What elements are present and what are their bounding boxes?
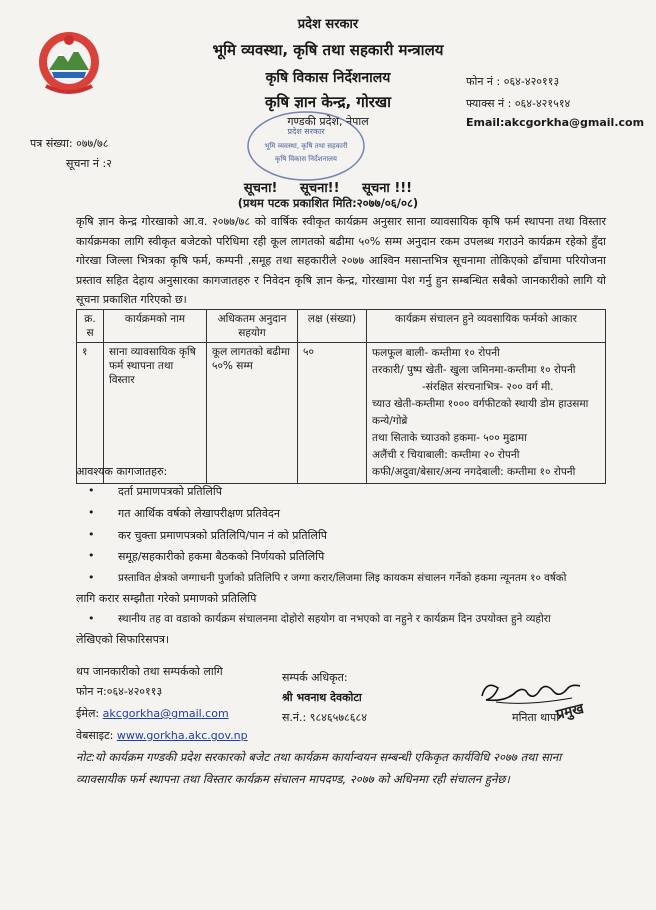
bullet-icon: • xyxy=(88,484,95,497)
fax-number: फ्याक्स नं : ०६४-४२१५१४ xyxy=(466,97,571,110)
email-link[interactable]: akcgorkha@gmail.com xyxy=(102,707,229,720)
doc-item-continued: लेखिएको सिफारिसपत्र। xyxy=(76,633,170,646)
table-row xyxy=(77,343,606,484)
col-program-name: कार्यक्रमको नाम xyxy=(104,310,207,343)
cell-serial: १ xyxy=(77,343,104,484)
email-header: Email:akcgorkha@gmail.com xyxy=(466,116,645,129)
size-item: अलैंची र चियाबाली: कम्तीमा २० रोपनी xyxy=(372,449,520,461)
header-directorate: कृषि विकास निर्देशनालय xyxy=(265,70,391,86)
program-table xyxy=(76,309,606,484)
office-stamp xyxy=(244,108,374,188)
header-state-govt: प्रदेश सरकार xyxy=(297,17,359,32)
size-item: -संरक्षित संरचनाभित्र- २०० वर्ग मी. xyxy=(422,381,554,393)
website-link[interactable]: www.gorkha.akc.gov.np xyxy=(116,729,248,742)
svg-text:प्रदेश सरकार: प्रदेश सरकार xyxy=(287,127,325,136)
government-emblem-logo xyxy=(36,26,102,98)
header-province: गण्डकी प्रदेश, नेपाल xyxy=(287,115,369,128)
col-target: लक्ष (संख्या) xyxy=(298,310,367,343)
doc-item: कर चुक्ता प्रमाणपत्रको प्रतिलिपि/पान नं को प्रतिलिपि xyxy=(118,529,328,542)
col-farm-size: कार्यक्रम संचालन हुने व्यवसायिक फर्मको आकार xyxy=(367,310,606,343)
col-max-grant: अधिकतम अनुदान सहयोग xyxy=(207,310,298,343)
size-item: च्याउ खेती-कम्तीमा १००० वर्गफीटको स्थायी डोम हाउसमा कन्ये/गोब्रे xyxy=(372,398,589,427)
svg-text:भूमि व्यवस्था, कृषि तथा सहकारी: भूमि व्यवस्था, कृषि तथा सहकारी xyxy=(264,142,348,150)
phone-number: फोन नं : ०६४-४२०११३ xyxy=(466,75,560,88)
size-item: तरकारी/ पुष्प खेती- खुला जमिनमा-कम्तीमा १० रोपनी xyxy=(372,364,576,376)
header-ministry: भूमि व्यवस्था, कृषि तथा सहकारी मन्त्रालय xyxy=(212,41,444,59)
svg-text:कृषि विकास निर्देशनालय: कृषि विकास निर्देशनालय xyxy=(275,155,337,163)
cell-farm-size xyxy=(367,343,606,484)
contact-phone: फोन न:०६४-४२०११३ xyxy=(76,685,163,698)
intro-paragraph: कृषि ज्ञान केन्द्र गोरखाको आ.व. २०७७/७८ को वार्षिक स्वीकृत कार्यक्रम अनुसार साना व्यावसायिक कृषि फर्म स्थापना तथा विस्तार कार्यक्रमका लागि स्वीकृत बजेटको परिधिमा रही कूल लागतको बढीमा ५०% सम्म अनुदान रकम उपलब्ध गराउने कार्यक्रम रहेको हुँदा गोरखा जिल्ला भित्रका कृषि फर्म, कम्पनी ,समूह तथा सहकारीले २०७७ आश्विन मसान्तभित्र सूचनामा तोकिएको ढाँचामा परियोजना प्रस्ताव सहित देहाय अनुसारका कागजातहरु र निवेदन कृषि ज्ञान केन्द्र, गोरखामा पेश गर्नु हुन सम्बन्धित सबैको जानकारीको लागि यो सूचना प्रकाशित गरिएको छ। xyxy=(76,215,606,306)
doc-item: प्रस्तावित क्षेत्रको जग्गाधनी पुर्जाको प्रतिलिपि र जग्गा करार/लिजमा लिइ कायकम संचालन गर्नेको हकमा न्यूनतम १० वर्षको xyxy=(118,572,567,584)
officer-mobile: स.नं.: ९८४६५७८६८४ xyxy=(282,711,367,724)
cell-program-name: साना व्यावसायिक कृषि फर्म स्थापना तथा विस्तार xyxy=(104,343,207,484)
footer-note: नोट:यो कार्यक्रम गण्डकी प्रदेश सरकारको बजेट तथा कार्यक्रम कार्यान्वयन सम्बन्धी एकिकृत कार्यविधि २०७७ तथा साना व्यावसायीक फर्म स्थापना तथा विस्तार कार्यक्रम संचालन मापदण्ड, २०७७ को अधिनमा रही संचालन हुनेछ। xyxy=(76,750,562,786)
signatory-name: मनिता थापा xyxy=(512,711,560,724)
doc-item: दर्ता प्रमाणपत्रको प्रतिलिपि xyxy=(118,485,222,498)
letter-number: पत्र संख्या: ०७७/७८ xyxy=(30,137,109,150)
doc-item: स्थानीय तह वा वडाको कार्यक्रम संचालनमा दोहोरो सहयोग वा नभएको वा नहुने र कार्यक्रम दिन उपयोक्त हुने व्यहोरा xyxy=(118,613,551,625)
email-label: ईमेल: xyxy=(76,707,100,720)
officer-label: सम्पर्क अधिकृत: xyxy=(282,671,348,684)
table-header-row xyxy=(77,310,606,343)
notice-heading: सूचना! सूचना!! सूचना !!! xyxy=(243,181,413,196)
signatory-stamp: प्रमुख xyxy=(554,700,586,724)
contact-web-row xyxy=(76,728,248,743)
notice-number: सूचना नं :२ xyxy=(66,157,112,170)
cell-target: ५० xyxy=(298,343,367,484)
bullet-icon: • xyxy=(88,506,95,519)
contact-email-row xyxy=(76,706,229,721)
doc-item: समूह/सहकारीको हकमा बैठकको निर्णयको प्रतिलिपि xyxy=(118,550,325,563)
header-office: कृषि ज्ञान केन्द्र, गोरखा xyxy=(264,93,391,111)
cell-max-grant: कूल लागतको बढीमा ५०% सम्म xyxy=(207,343,298,484)
size-item: फलफूल बाली- कम्तीमा १० रोपनी xyxy=(372,347,500,359)
size-item: कफी/अदुवा/बेसार/अन्य नगदेबाली: कम्तीमा १० रोपनी xyxy=(372,466,576,478)
doc-item: गत आर्थिक वर्षको लेखापरीक्षण प्रतिवेदन xyxy=(118,507,280,520)
docs-title: आवश्यक कागजातहरु: xyxy=(76,465,168,478)
size-item: तथा सिताके च्याउको हकमा- ५०० मुढामा xyxy=(372,432,527,444)
col-serial: क्र. स xyxy=(77,310,104,343)
bullet-icon: • xyxy=(88,571,95,584)
bullet-icon: • xyxy=(88,612,95,625)
contact-title: थप जानकारीको तथा सम्पर्कको लागि xyxy=(76,665,223,678)
bullet-icon: • xyxy=(88,528,95,541)
doc-item-continued: लागि करार सम्झौता गरेको प्रमाणको प्रतिलिपि xyxy=(76,592,257,605)
bullet-icon: • xyxy=(88,549,95,562)
publish-date: (प्रथम पटक प्रकाशित मिति:२०७७/०६/०८) xyxy=(237,196,419,210)
officer-name: श्री भवनाथ देवकोटा xyxy=(282,691,362,704)
website-label: वेबसाइट: xyxy=(76,729,114,742)
